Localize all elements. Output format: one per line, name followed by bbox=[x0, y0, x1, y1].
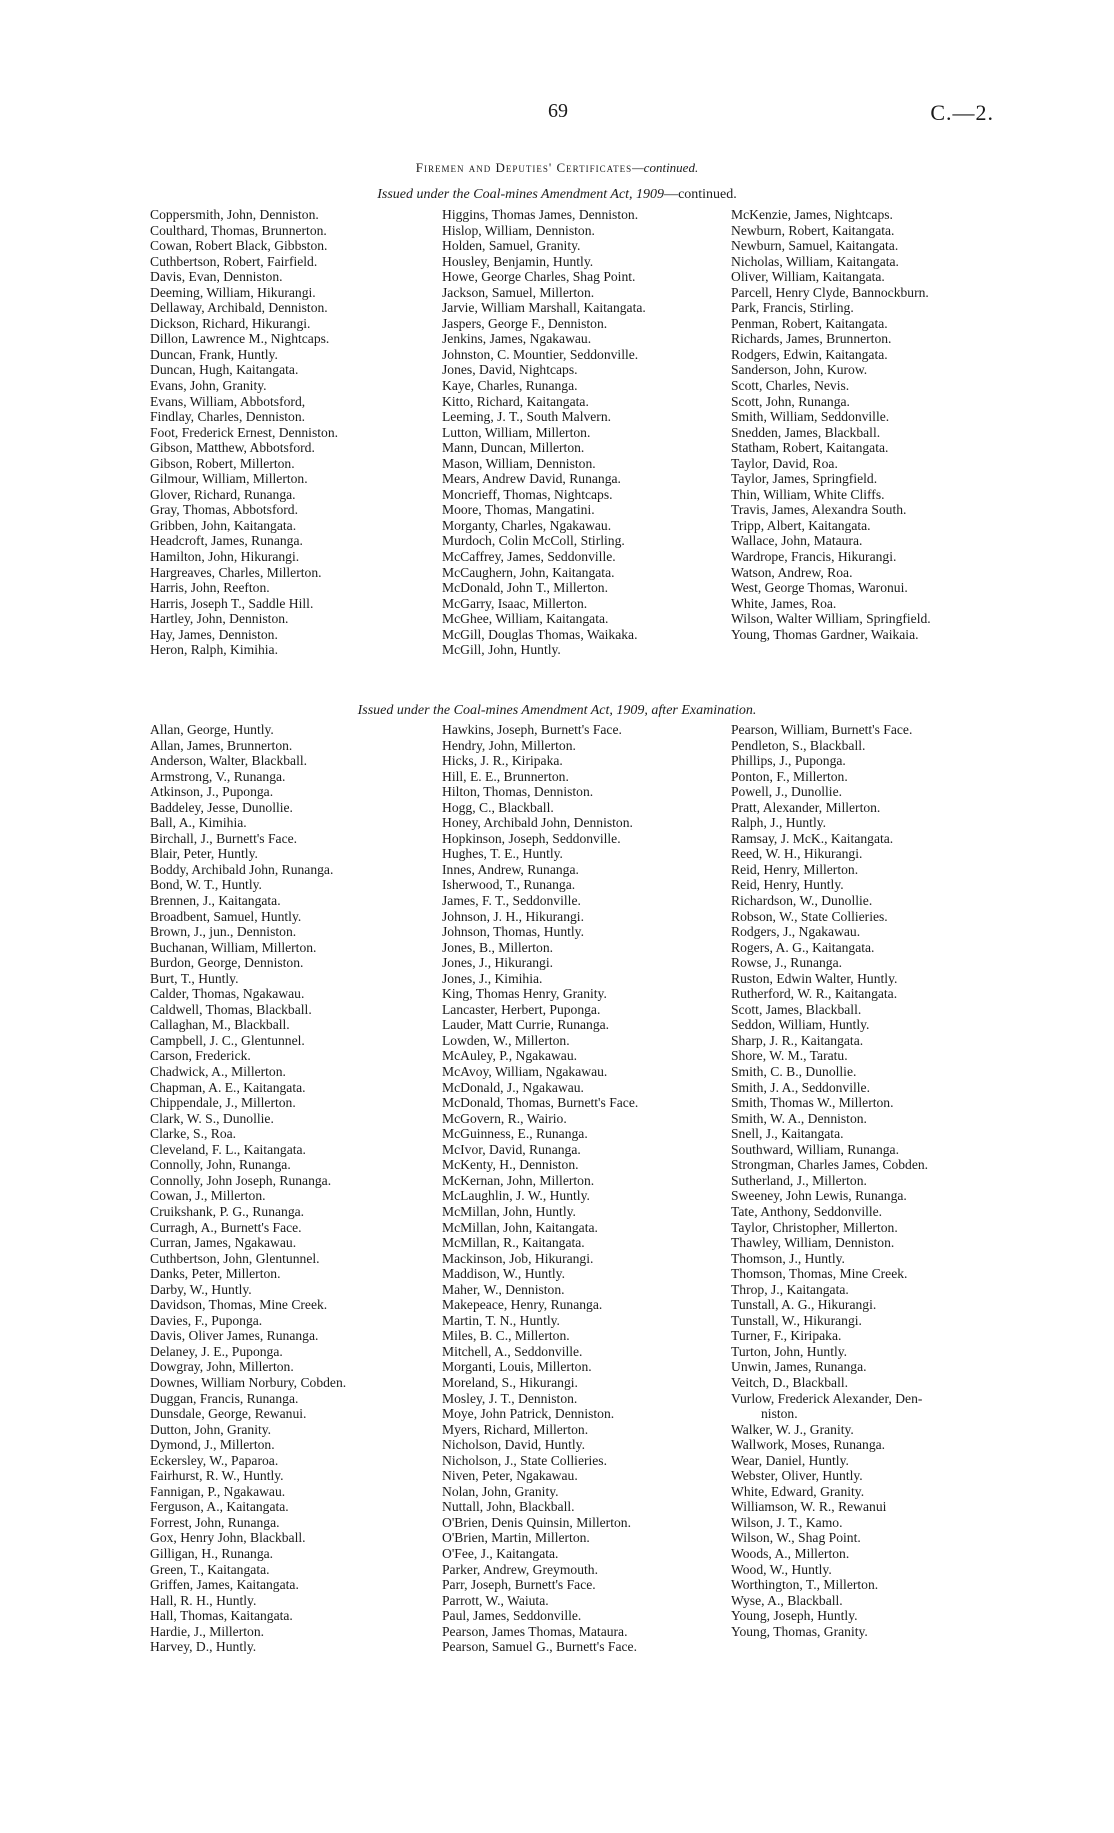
name-entry: Brennen, J., Kaitangata. bbox=[150, 893, 281, 909]
name-entry: Seddon, William, Huntly. bbox=[731, 1017, 870, 1033]
name-entry: Lutton, William, Millerton. bbox=[442, 424, 591, 440]
names-column bbox=[731, 722, 928, 1639]
names-column bbox=[442, 722, 638, 1655]
name-entry: McKernan, John, Millerton. bbox=[442, 1172, 595, 1188]
name-entry: Fairhurst, R. W., Huntly. bbox=[150, 1468, 284, 1484]
subsection-heading-text: Issued under the Coal-mines Amendment Act, 1909, bbox=[357, 703, 648, 718]
name-entry: Duncan, Hugh, Kaitangata. bbox=[150, 362, 299, 378]
page-number: 69 bbox=[548, 100, 568, 122]
name-entry: Veitch, D., Blackball. bbox=[731, 1374, 849, 1390]
name-entry: Cuthbertson, Robert, Fairfield. bbox=[150, 253, 318, 269]
name-entry: Scott, Charles, Nevis. bbox=[731, 378, 850, 394]
name-entry: McGill, Douglas Thomas, Waikaka. bbox=[442, 626, 638, 642]
name-entry: McIvor, David, Runanga. bbox=[442, 1141, 581, 1157]
name-entry: Campbell, J. C., Glentunnel. bbox=[150, 1032, 305, 1048]
names-column bbox=[442, 207, 646, 658]
name-entry: Southward, William, Runanga. bbox=[731, 1141, 899, 1157]
subsection-heading bbox=[0, 703, 1114, 719]
name-entry: Chippendale, J., Millerton. bbox=[150, 1095, 296, 1111]
name-entry: Carson, Frederick. bbox=[150, 1048, 251, 1064]
name-entry: Kitto, Richard, Kaitangata. bbox=[442, 393, 589, 409]
name-entry: Cruikshank, P. G., Runanga. bbox=[150, 1203, 305, 1219]
name-entry: Wardrope, Francis, Hikurangi. bbox=[731, 549, 897, 565]
name-entry: Hamilton, John, Hikurangi. bbox=[150, 549, 300, 565]
name-entry: Ball, A., Kimihia. bbox=[150, 815, 247, 831]
name-entry: Mears, Andrew David, Runanga. bbox=[442, 471, 621, 487]
name-entry: Murdoch, Colin McColl, Stirling. bbox=[442, 533, 625, 549]
name-entry: James, F. T., Seddonville. bbox=[442, 893, 581, 909]
name-entry: Bond, W. T., Huntly. bbox=[150, 877, 262, 893]
name-entry: Worthington, T., Millerton. bbox=[731, 1577, 879, 1593]
name-entry: Atkinson, J., Puponga. bbox=[150, 784, 274, 800]
name-entry: Sweeney, John Lewis, Runanga. bbox=[731, 1188, 907, 1204]
name-entry: Coulthard, Thomas, Brunnerton. bbox=[150, 222, 327, 238]
name-entry: Taylor, Christopher, Millerton. bbox=[731, 1219, 898, 1235]
name-entry: Unwin, James, Runanga. bbox=[731, 1359, 867, 1375]
name-entry: McGill, John, Huntly. bbox=[442, 642, 561, 658]
name-entry: Tunstall, A. G., Hikurangi. bbox=[731, 1297, 877, 1313]
name-entry: Mosley, J. T., Denniston. bbox=[442, 1390, 578, 1406]
name-entry: Baddeley, Jesse, Dunollie. bbox=[150, 799, 293, 815]
name-entry: Mason, William, Denniston. bbox=[442, 455, 596, 471]
name-entry: McAvoy, William, Ngakawau. bbox=[442, 1064, 608, 1080]
name-entry: O'Brien, Denis Quinsin, Millerton. bbox=[442, 1514, 631, 1530]
name-entry: McDonald, John T., Millerton. bbox=[442, 580, 609, 596]
name-entry: Smith, William, Seddonville. bbox=[731, 409, 890, 425]
name-entry: Sharp, J. R., Kaitangata. bbox=[731, 1032, 864, 1048]
name-entry: Duncan, Frank, Huntly. bbox=[150, 346, 278, 362]
name-entry: Gibson, Robert, Millerton. bbox=[150, 455, 295, 471]
name-entry: Scott, John, Runanga. bbox=[731, 393, 850, 409]
name-entry: Hughes, T. E., Huntly. bbox=[442, 846, 563, 862]
name-entry: Jones, J., Kimihia. bbox=[442, 970, 543, 986]
name-entry: Gibson, Matthew, Abbotsford. bbox=[150, 440, 315, 456]
name-entry: Burt, T., Huntly. bbox=[150, 970, 239, 986]
name-entry: Griffen, James, Kaitangata. bbox=[150, 1577, 299, 1593]
name-entry: McKenty, H., Denniston. bbox=[442, 1157, 579, 1173]
name-entry: Miles, B. C., Millerton. bbox=[442, 1328, 570, 1344]
name-entry: Downes, William Norbury, Cobden. bbox=[150, 1374, 347, 1390]
name-entry: Parcell, Henry Clyde, Bannockburn. bbox=[731, 284, 929, 300]
name-entry: Duggan, Francis, Runanga. bbox=[150, 1390, 299, 1406]
name-entry: Wear, Daniel, Huntly. bbox=[731, 1452, 849, 1468]
name-entry: Wilson, Walter William, Springfield. bbox=[731, 611, 931, 627]
name-entry: Thomson, J., Huntly. bbox=[731, 1250, 845, 1266]
name-entry: Birchall, J., Burnett's Face. bbox=[150, 830, 298, 846]
name-entry: Taylor, David, Roa. bbox=[731, 455, 838, 471]
name-entry: Gray, Thomas, Abbotsford. bbox=[150, 502, 299, 518]
name-entry: Hopkinson, Joseph, Seddonville. bbox=[442, 830, 621, 846]
name-entry: Hislop, William, Denniston. bbox=[442, 222, 595, 238]
name-entry: Housley, Benjamin, Huntly. bbox=[442, 253, 594, 269]
name-entry: Rutherford, W. R., Kaitangata. bbox=[731, 986, 898, 1002]
name-entry: Honey, Archibald John, Denniston. bbox=[442, 815, 633, 831]
name-entry: Jackson, Samuel, Millerton. bbox=[442, 284, 595, 300]
name-entry: Snedden, James, Blackball. bbox=[731, 424, 881, 440]
name-entry: Niven, Peter, Ngakawau. bbox=[442, 1468, 578, 1484]
name-entry: King, Thomas Henry, Granity. bbox=[442, 986, 607, 1002]
subsection-heading-suffix: after Examination. bbox=[647, 703, 757, 718]
name-entry: Clarke, S., Roa. bbox=[150, 1126, 237, 1142]
name-entry: Penman, Robert, Kaitangata. bbox=[731, 315, 888, 331]
name-entry: Wilson, J. T., Kamo. bbox=[731, 1514, 843, 1530]
name-entry: Hardie, J., Millerton. bbox=[150, 1623, 265, 1639]
name-entry: Danks, Peter, Millerton. bbox=[150, 1266, 281, 1282]
name-entry: Hartley, John, Denniston. bbox=[150, 611, 289, 627]
name-entry: niston. bbox=[761, 1406, 798, 1422]
name-entry: Hall, Thomas, Kaitangata. bbox=[150, 1608, 293, 1624]
name-entry: McCaughern, John, Kaitangata. bbox=[442, 564, 615, 580]
name-entry: Davidson, Thomas, Mine Creek. bbox=[150, 1297, 328, 1313]
name-entry: Evans, William, Abbotsford, bbox=[150, 393, 306, 409]
name-entry: Harvey, D., Huntly. bbox=[150, 1639, 257, 1655]
name-entry: Heron, Ralph, Kimihia. bbox=[150, 642, 278, 658]
name-entry: Sutherland, J., Millerton. bbox=[731, 1172, 867, 1188]
name-entry: Reed, W. H., Hikurangi. bbox=[731, 846, 863, 862]
name-entry: Hendry, John, Millerton. bbox=[442, 737, 576, 753]
name-entry: Anderson, Walter, Blackball. bbox=[150, 753, 308, 769]
name-entry: Eckersley, W., Paparoa. bbox=[150, 1452, 279, 1468]
name-entry: Reid, Henry, Millerton. bbox=[731, 861, 859, 877]
name-entry: Delaney, J. E., Puponga. bbox=[150, 1343, 283, 1359]
name-entry: Innes, Andrew, Runanga. bbox=[442, 861, 579, 877]
name-entry: Makepeace, Henry, Runanga. bbox=[442, 1297, 603, 1313]
name-entry: Sanderson, John, Kurow. bbox=[731, 362, 868, 378]
name-entry: Smith, C. B., Dunollie. bbox=[731, 1064, 857, 1080]
name-entry: Davies, F., Puponga. bbox=[150, 1312, 263, 1328]
name-entry: McMillan, R., Kaitangata. bbox=[442, 1235, 585, 1251]
name-entry: Rodgers, Edwin, Kaitangata. bbox=[731, 346, 888, 362]
name-entry: Caldwell, Thomas, Blackball. bbox=[150, 1001, 312, 1017]
name-entry: McDonald, Thomas, Burnett's Face. bbox=[442, 1095, 639, 1111]
name-entry: Vurlow, Frederick Alexander, Den- bbox=[731, 1390, 923, 1406]
name-entry: Dutton, John, Granity. bbox=[150, 1421, 272, 1437]
name-entry: Wilson, W., Shag Point. bbox=[731, 1530, 861, 1546]
name-entry: Gox, Henry John, Blackball. bbox=[150, 1530, 306, 1546]
name-entry: Thawley, William, Denniston. bbox=[731, 1235, 895, 1251]
name-entry: Gilligan, H., Runanga. bbox=[150, 1545, 274, 1561]
name-entry: Thin, William, White Cliffs. bbox=[731, 486, 885, 502]
name-entry: Dellaway, Archibald, Denniston. bbox=[150, 300, 328, 316]
name-entry: Connolly, John Joseph, Runanga. bbox=[150, 1172, 332, 1188]
name-entry: Smith, Thomas W., Millerton. bbox=[731, 1095, 894, 1111]
name-entry: Hill, E. E., Brunnerton. bbox=[442, 768, 569, 784]
name-entry: Webster, Oliver, Huntly. bbox=[731, 1468, 863, 1484]
name-entry: Davis, Evan, Denniston. bbox=[150, 269, 283, 285]
name-entry: Tripp, Albert, Kaitangata. bbox=[731, 517, 871, 533]
name-entry: Cuthbertson, John, Glentunnel. bbox=[150, 1250, 320, 1266]
name-entry: Jones, David, Nightcaps. bbox=[442, 362, 578, 378]
name-entry: Harris, Joseph T., Saddle Hill. bbox=[150, 595, 314, 611]
name-entry: Nicholas, William, Kaitangata. bbox=[731, 253, 899, 269]
name-entry: Pearson, James Thomas, Mataura. bbox=[442, 1623, 628, 1639]
name-entry: Taylor, James, Springfield. bbox=[731, 471, 878, 487]
name-entry: Shore, W. M., Taratu. bbox=[731, 1048, 848, 1064]
name-entry: Hilton, Thomas, Denniston. bbox=[442, 784, 594, 800]
name-entry: Findlay, Charles, Denniston. bbox=[150, 409, 306, 425]
name-entry: Phillips, J., Puponga. bbox=[731, 753, 846, 769]
name-entry: McDonald, J., Ngakawau. bbox=[442, 1079, 584, 1095]
name-entry: Cowan, Robert Black, Gibbston. bbox=[150, 238, 328, 254]
name-entry: Curragh, A., Burnett's Face. bbox=[150, 1219, 302, 1235]
name-entry: Curran, James, Ngakawau. bbox=[150, 1235, 297, 1251]
name-entry: Boddy, Archibald John, Runanga. bbox=[150, 861, 334, 877]
name-entry: McGhee, William, Kaitangata. bbox=[442, 611, 609, 627]
name-entry: Howe, George Charles, Shag Point. bbox=[442, 269, 636, 285]
name-entry: Lauder, Matt Currie, Runanga. bbox=[442, 1017, 610, 1033]
name-entry: Watson, Andrew, Roa. bbox=[731, 564, 853, 580]
name-entry: Jaspers, George F., Denniston. bbox=[442, 315, 608, 331]
name-entry: Tate, Anthony, Seddonville. bbox=[731, 1203, 883, 1219]
name-entry: Calder, Thomas, Ngakawau. bbox=[150, 986, 305, 1002]
name-entry: Parr, Joseph, Burnett's Face. bbox=[442, 1577, 596, 1593]
section-title bbox=[0, 160, 1114, 176]
name-entry: Harris, John, Reefton. bbox=[150, 580, 270, 596]
name-entry: McMillan, John, Kaitangata. bbox=[442, 1219, 598, 1235]
name-entry: Turton, John, Huntly. bbox=[731, 1343, 848, 1359]
name-entry: Forrest, John, Runanga. bbox=[150, 1514, 280, 1530]
name-entry: Moreland, S., Hikurangi. bbox=[442, 1374, 578, 1390]
section-title-continued: —continued. bbox=[632, 160, 699, 175]
name-entry: McAuley, P., Ngakawau. bbox=[442, 1048, 578, 1064]
name-entry: Woods, A., Millerton. bbox=[731, 1545, 850, 1561]
name-entry: Newburn, Robert, Kaitangata. bbox=[731, 222, 895, 238]
name-entry: Throp, J., Kaitangata. bbox=[731, 1281, 849, 1297]
name-entry: Clark, W. S., Dunollie. bbox=[150, 1110, 274, 1126]
name-entry: Wood, W., Huntly. bbox=[731, 1561, 832, 1577]
name-entry: Mackinson, Job, Hikurangi. bbox=[442, 1250, 594, 1266]
name-entry: Broadbent, Samuel, Huntly. bbox=[150, 908, 302, 924]
name-entry: Martin, T. N., Huntly. bbox=[442, 1312, 560, 1328]
name-entry: Powell, J., Dunollie. bbox=[731, 784, 843, 800]
name-entry: Pendleton, S., Blackball. bbox=[731, 737, 866, 753]
name-entry: Moore, Thomas, Mangatini. bbox=[442, 502, 595, 518]
name-entry: Williamson, W. R., Rewanui bbox=[731, 1499, 887, 1515]
name-entry: Hargreaves, Charles, Millerton. bbox=[150, 564, 322, 580]
name-entry: Robson, W., State Collieries. bbox=[731, 908, 888, 924]
name-entry: McCaffrey, James, Seddonville. bbox=[442, 549, 616, 565]
name-entry: Turner, F., Kiripaka. bbox=[731, 1328, 842, 1344]
name-entry: Tunstall, W., Hikurangi. bbox=[731, 1312, 862, 1328]
names-column bbox=[731, 207, 931, 642]
name-entry: Cowan, J., Millerton. bbox=[150, 1188, 266, 1204]
name-entry: O'Brien, Martin, Millerton. bbox=[442, 1530, 590, 1546]
name-entry: Darby, W., Huntly. bbox=[150, 1281, 252, 1297]
name-entry: Fannigan, P., Ngakawau. bbox=[150, 1483, 286, 1499]
page-reference: C.—2. bbox=[930, 100, 994, 125]
name-entry: Brown, J., jun., Denniston. bbox=[150, 924, 297, 940]
name-entry: Maher, W., Denniston. bbox=[442, 1281, 565, 1297]
name-entry: Kaye, Charles, Runanga. bbox=[442, 378, 578, 394]
name-entry: Reid, Henry, Huntly. bbox=[731, 877, 844, 893]
subsection-heading-text: Issued under the Coal-mines Amendment Act, 1909 bbox=[377, 187, 665, 202]
name-entry: Maddison, W., Huntly. bbox=[442, 1266, 565, 1282]
name-entry: Buchanan, William, Millerton. bbox=[150, 939, 317, 955]
name-entry: Lowden, W., Millerton. bbox=[442, 1032, 570, 1048]
name-entry: Wyse, A., Blackball. bbox=[731, 1592, 843, 1608]
name-entry: Oliver, William, Kaitangata. bbox=[731, 269, 885, 285]
name-entry: Thomson, Thomas, Mine Creek. bbox=[731, 1266, 908, 1282]
name-entry: Callaghan, M., Blackball. bbox=[150, 1017, 290, 1033]
name-entry: Davis, Oliver James, Runanga. bbox=[150, 1328, 319, 1344]
name-entry: Hicks, J. R., Kiripaka. bbox=[442, 753, 563, 769]
name-entry: Allan, James, Brunnerton. bbox=[150, 737, 293, 753]
name-entry: Snell, J., Kaitangata. bbox=[731, 1126, 844, 1142]
name-entry: Dowgray, John, Millerton. bbox=[150, 1359, 294, 1375]
name-entry: Smith, W. A., Denniston. bbox=[731, 1110, 867, 1126]
name-entry: Jarvie, William Marshall, Kaitangata. bbox=[442, 300, 646, 316]
name-entry: Headcroft, James, Runanga. bbox=[150, 533, 303, 549]
name-entry: White, James, Roa. bbox=[731, 595, 837, 611]
name-entry: Pratt, Alexander, Millerton. bbox=[731, 799, 881, 815]
name-entry: Allan, George, Huntly. bbox=[150, 722, 274, 737]
name-entry: Young, Thomas, Granity. bbox=[731, 1623, 868, 1639]
name-entry: McKenzie, James, Nightcaps. bbox=[731, 207, 893, 222]
name-entry: Chadwick, A., Millerton. bbox=[150, 1064, 286, 1080]
name-entry: McMillan, John, Huntly. bbox=[442, 1203, 576, 1219]
name-entry: Hawkins, Joseph, Burnett's Face. bbox=[442, 722, 622, 737]
name-entry: Young, Joseph, Huntly. bbox=[731, 1608, 858, 1624]
name-entry: Parrott, W., Waiuta. bbox=[442, 1592, 549, 1608]
name-entry: Scott, James, Blackball. bbox=[731, 1001, 862, 1017]
name-entry: Wallace, John, Mataura. bbox=[731, 533, 863, 549]
name-entry: Wallwork, Moses, Runanga. bbox=[731, 1437, 886, 1453]
name-entry: Pearson, William, Burnett's Face. bbox=[731, 722, 913, 737]
name-entry: Richardson, W., Dunollie. bbox=[731, 893, 873, 909]
name-entry: West, George Thomas, Waronui. bbox=[731, 580, 908, 596]
name-entry: Statham, Robert, Kaitangata. bbox=[731, 440, 889, 456]
name-entry: Johnson, J. H., Hikurangi. bbox=[442, 908, 584, 924]
subsection-heading bbox=[0, 187, 1114, 203]
name-entry: Burdon, George, Denniston. bbox=[150, 955, 304, 971]
names-column bbox=[150, 207, 338, 658]
name-entry: Johnson, Thomas, Huntly. bbox=[442, 924, 584, 940]
name-entry: White, Edward, Granity. bbox=[731, 1483, 865, 1499]
name-entry: Dillon, Lawrence M., Nightcaps. bbox=[150, 331, 330, 347]
name-entry: Ruston, Edwin Walter, Huntly. bbox=[731, 970, 898, 986]
name-entry: Parker, Andrew, Greymouth. bbox=[442, 1561, 598, 1577]
name-entry: Gribben, John, Kaitangata. bbox=[150, 517, 297, 533]
name-entry: Nicholson, David, Huntly. bbox=[442, 1437, 585, 1453]
name-entry: Dickson, Richard, Hikurangi. bbox=[150, 315, 311, 331]
name-entry: Nicholson, J., State Collieries. bbox=[442, 1452, 607, 1468]
name-entry: Jones, J., Hikurangi. bbox=[442, 955, 554, 971]
name-entry: Ramsay, J. McK., Kaitangata. bbox=[731, 830, 894, 846]
name-entry: McGovern, R., Wairio. bbox=[442, 1110, 567, 1126]
name-entry: Jenkins, James, Ngakawau. bbox=[442, 331, 592, 347]
name-entry: Holden, Samuel, Granity. bbox=[442, 238, 581, 254]
name-entry: Morganty, Charles, Ngakawau. bbox=[442, 517, 612, 533]
name-entry: Johnston, C. Mountier, Seddonville. bbox=[442, 346, 639, 362]
name-entry: Rowse, J., Runanga. bbox=[731, 955, 843, 971]
name-entry: Richards, James, Brunnerton. bbox=[731, 331, 892, 347]
name-entry: Pearson, Samuel G., Burnett's Face. bbox=[442, 1639, 637, 1655]
name-entry: Isherwood, T., Runanga. bbox=[442, 877, 576, 893]
name-entry: Lancaster, Herbert, Puponga. bbox=[442, 1001, 601, 1017]
name-entry: Foot, Frederick Ernest, Denniston. bbox=[150, 424, 339, 440]
name-entry: Evans, John, Granity. bbox=[150, 378, 267, 394]
name-entry: Rodgers, J., Ngakawau. bbox=[731, 924, 861, 940]
name-entry: Newburn, Samuel, Kaitangata. bbox=[731, 238, 899, 254]
name-entry: Walker, W. J., Granity. bbox=[731, 1421, 854, 1437]
name-entry: O'Fee, J., Kaitangata. bbox=[442, 1545, 559, 1561]
name-entry: Leeming, J. T., South Malvern. bbox=[442, 409, 612, 425]
name-entry: Ralph, J., Huntly. bbox=[731, 815, 827, 831]
name-entry: Dunsdale, George, Rewanui. bbox=[150, 1406, 307, 1422]
name-entry: Nolan, John, Granity. bbox=[442, 1483, 559, 1499]
name-entry: Higgins, Thomas James, Denniston. bbox=[442, 207, 639, 222]
name-entry: Connolly, John, Runanga. bbox=[150, 1157, 291, 1173]
name-entry: Travis, James, Alexandra South. bbox=[731, 502, 907, 518]
name-entry: Blair, Peter, Huntly. bbox=[150, 846, 258, 862]
name-entry: Rogers, A. G., Kaitangata. bbox=[731, 939, 875, 955]
name-entry: Hay, James, Denniston. bbox=[150, 626, 278, 642]
subsection-heading-suffix: —continued. bbox=[664, 187, 737, 202]
section-title-text: Firemen and Deputies' Certificates bbox=[415, 160, 633, 175]
name-entry: Smith, J. A., Seddonville. bbox=[731, 1079, 870, 1095]
name-entry: McLaughlin, J. W., Huntly. bbox=[442, 1188, 590, 1204]
name-entry: Armstrong, V., Runanga. bbox=[150, 768, 286, 784]
name-entry: Mitchell, A., Seddonville. bbox=[442, 1343, 583, 1359]
name-entry: Ponton, F., Millerton. bbox=[731, 768, 848, 784]
name-entry: Cleveland, F. L., Kaitangata. bbox=[150, 1141, 306, 1157]
name-entry: Jones, B., Millerton. bbox=[442, 939, 554, 955]
name-entry: Dymond, J., Millerton. bbox=[150, 1437, 275, 1453]
name-entry: Moye, John Patrick, Denniston. bbox=[442, 1406, 615, 1422]
name-entry: McGuinness, E., Runanga. bbox=[442, 1126, 588, 1142]
name-entry: Coppersmith, John, Denniston. bbox=[150, 207, 319, 222]
name-entry: Paul, James, Seddonville. bbox=[442, 1608, 582, 1624]
name-entry: McGarry, Isaac, Millerton. bbox=[442, 595, 588, 611]
name-entry: Hogg, C., Blackball. bbox=[442, 799, 554, 815]
name-entry: Hall, R. H., Huntly. bbox=[150, 1592, 257, 1608]
name-entry: Glover, Richard, Runanga. bbox=[150, 486, 296, 502]
name-entry: Strongman, Charles James, Cobden. bbox=[731, 1157, 929, 1173]
name-entry: Moncrieff, Thomas, Nightcaps. bbox=[442, 486, 613, 502]
name-entry: Green, T., Kaitangata. bbox=[150, 1561, 270, 1577]
name-entry: Myers, Richard, Millerton. bbox=[442, 1421, 589, 1437]
name-entry: Nuttall, John, Blackball. bbox=[442, 1499, 575, 1515]
name-entry: Park, Francis, Stirling. bbox=[731, 300, 854, 316]
name-entry: Deeming, William, Hikurangi. bbox=[150, 284, 316, 300]
names-column bbox=[150, 722, 346, 1655]
name-entry: Ferguson, A., Kaitangata. bbox=[150, 1499, 289, 1515]
name-entry: Gilmour, William, Millerton. bbox=[150, 471, 308, 487]
name-entry: Mann, Duncan, Millerton. bbox=[442, 440, 585, 456]
name-entry: Morganti, Louis, Millerton. bbox=[442, 1359, 592, 1375]
name-entry: Young, Thomas Gardner, Waikaia. bbox=[731, 626, 919, 642]
name-entry: Chapman, A. E., Kaitangata. bbox=[150, 1079, 306, 1095]
